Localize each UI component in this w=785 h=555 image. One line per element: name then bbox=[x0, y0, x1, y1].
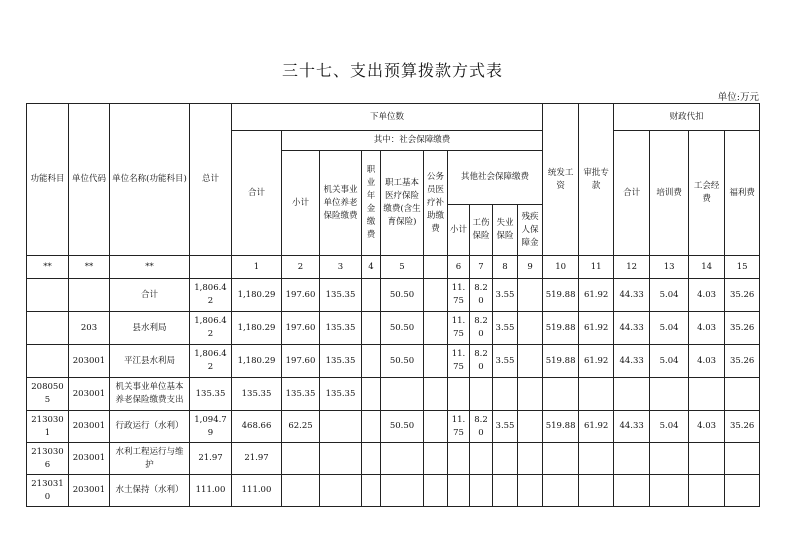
col11-cell: 61.92 bbox=[579, 345, 614, 378]
func-code-cell: 2130301 bbox=[27, 411, 69, 443]
col15-cell: 35.26 bbox=[725, 411, 760, 443]
col3-cell bbox=[320, 411, 362, 443]
header-other-sub: 小计 bbox=[448, 205, 470, 256]
total-cell: 1,806.42 bbox=[190, 279, 232, 312]
col8-cell: 3.55 bbox=[493, 279, 518, 312]
func-code-cell bbox=[27, 279, 69, 312]
col3-cell: 135.35 bbox=[320, 345, 362, 378]
index-cell: ** bbox=[69, 256, 110, 279]
header-training: 培训费 bbox=[650, 131, 689, 256]
func-code-cell bbox=[27, 312, 69, 345]
budget-table bbox=[26, 103, 760, 507]
col7-cell: 8.20 bbox=[470, 312, 493, 345]
col7-cell: 8.20 bbox=[470, 345, 493, 378]
index-cell: 1 bbox=[232, 256, 282, 279]
col11-cell bbox=[579, 443, 614, 475]
col6-cell: 11.75 bbox=[448, 411, 470, 443]
col13-cell bbox=[650, 475, 689, 507]
col4-cell bbox=[362, 312, 381, 345]
col2-cell: 197.60 bbox=[282, 279, 320, 312]
index-cell: 8 bbox=[493, 256, 518, 279]
index-row bbox=[27, 256, 760, 279]
header-finance: 财政代扣 bbox=[614, 104, 760, 131]
col1-cell: 21.97 bbox=[232, 443, 282, 475]
unit-name-cell: 机关事业单位基本养老保险缴费支出 bbox=[110, 378, 190, 411]
func-code-cell bbox=[27, 345, 69, 378]
col3-cell: 135.35 bbox=[320, 279, 362, 312]
func-code-cell: 2130310 bbox=[27, 475, 69, 507]
header-subtotal-b: 小计 bbox=[282, 151, 320, 256]
total-cell: 1,094.79 bbox=[190, 411, 232, 443]
col9-cell bbox=[518, 312, 543, 345]
col15-cell bbox=[725, 378, 760, 411]
col6-cell: 11.75 bbox=[448, 345, 470, 378]
col11-cell: 61.92 bbox=[579, 279, 614, 312]
col8-cell bbox=[493, 378, 518, 411]
col11-cell: 61.92 bbox=[579, 312, 614, 345]
unit-name-cell: 平江县水利局 bbox=[110, 345, 190, 378]
col5-cell: 50.50 bbox=[381, 312, 424, 345]
header-total: 总计 bbox=[190, 104, 232, 256]
col15-cell: 35.26 bbox=[725, 312, 760, 345]
col8-cell: 3.55 bbox=[493, 345, 518, 378]
col13-cell: 5.04 bbox=[650, 279, 689, 312]
unit-label: 单位:万元 bbox=[717, 92, 759, 103]
unit-name-cell: 合计 bbox=[110, 279, 190, 312]
header-other-social: 其他社会保障缴费 bbox=[448, 151, 543, 205]
header-wage: 统发工资 bbox=[543, 104, 579, 256]
table-row bbox=[27, 312, 760, 345]
blank-cell bbox=[424, 443, 448, 475]
col9-cell bbox=[518, 378, 543, 411]
col4-cell bbox=[362, 411, 381, 443]
unit-name-cell: 水利工程运行与维护 bbox=[110, 443, 190, 475]
col12-cell: 44.33 bbox=[614, 279, 650, 312]
col14-cell bbox=[689, 378, 725, 411]
col14-cell bbox=[689, 475, 725, 507]
col4-cell bbox=[362, 279, 381, 312]
col2-cell: 197.60 bbox=[282, 345, 320, 378]
col2-cell bbox=[282, 443, 320, 475]
blank-cell bbox=[424, 312, 448, 345]
table-row bbox=[27, 378, 760, 411]
blank-cell bbox=[424, 345, 448, 378]
col8-cell: 3.55 bbox=[493, 411, 518, 443]
col12-cell bbox=[614, 443, 650, 475]
index-cell: 10 bbox=[543, 256, 579, 279]
table-row bbox=[27, 279, 760, 312]
col1-cell: 1,180.29 bbox=[232, 312, 282, 345]
unit-code-cell: 203 bbox=[69, 312, 110, 345]
table-row bbox=[27, 475, 760, 507]
total-cell: 21.97 bbox=[190, 443, 232, 475]
col13-cell: 5.04 bbox=[650, 312, 689, 345]
header-injury: 工伤保险 bbox=[470, 205, 493, 256]
col1-cell: 1,180.29 bbox=[232, 279, 282, 312]
col4-cell bbox=[362, 475, 381, 507]
index-cell: 12 bbox=[614, 256, 650, 279]
index-cell: ** bbox=[27, 256, 69, 279]
col6-cell bbox=[448, 443, 470, 475]
col13-cell: 5.04 bbox=[650, 411, 689, 443]
col6-cell: 11.75 bbox=[448, 279, 470, 312]
index-cell: ** bbox=[110, 256, 190, 279]
col9-cell bbox=[518, 279, 543, 312]
page-title: 三十七、支出预算拨款方式表 bbox=[281, 61, 503, 80]
col3-cell: 135.35 bbox=[320, 312, 362, 345]
col14-cell bbox=[689, 443, 725, 475]
header-pension: 机关事业单位养老保险缴费 bbox=[320, 151, 362, 256]
header-of-which: 其中：社会保障缴费 bbox=[282, 131, 543, 151]
header-civil-med: 公务员医疗补助缴费 bbox=[424, 151, 448, 256]
blank-cell bbox=[424, 378, 448, 411]
col7-cell: 8.20 bbox=[470, 411, 493, 443]
unit-code-cell: 203001 bbox=[69, 443, 110, 475]
col10-cell: 519.88 bbox=[543, 411, 579, 443]
col8-cell bbox=[493, 443, 518, 475]
col15-cell: 35.26 bbox=[725, 279, 760, 312]
col5-cell bbox=[381, 443, 424, 475]
col3-cell: 135.35 bbox=[320, 378, 362, 411]
col7-cell bbox=[470, 475, 493, 507]
index-cell: 13 bbox=[650, 256, 689, 279]
total-cell: 1,806.42 bbox=[190, 345, 232, 378]
total-cell: 111.00 bbox=[190, 475, 232, 507]
total-cell: 1,806.42 bbox=[190, 312, 232, 345]
index-cell: 5 bbox=[381, 256, 424, 279]
col11-cell: 61.92 bbox=[579, 411, 614, 443]
col4-cell bbox=[362, 345, 381, 378]
unit-code-cell bbox=[69, 279, 110, 312]
total-cell: 135.35 bbox=[190, 378, 232, 411]
header-unit-code: 单位代码 bbox=[69, 104, 110, 256]
col11-cell bbox=[579, 475, 614, 507]
col13-cell bbox=[650, 378, 689, 411]
unit-code-cell: 203001 bbox=[69, 475, 110, 507]
col15-cell: 35.26 bbox=[725, 345, 760, 378]
blank-cell bbox=[424, 279, 448, 312]
col4-cell bbox=[362, 443, 381, 475]
col15-cell bbox=[725, 475, 760, 507]
header-unit-name: 单位名称(功能科目) bbox=[110, 104, 190, 256]
col9-cell bbox=[518, 345, 543, 378]
header-subtotal-a: 合计 bbox=[232, 131, 282, 256]
col5-cell: 50.50 bbox=[381, 345, 424, 378]
col5-cell: 50.50 bbox=[381, 411, 424, 443]
unit-name-cell: 县水利局 bbox=[110, 312, 190, 345]
index-cell bbox=[190, 256, 232, 279]
col15-cell bbox=[725, 443, 760, 475]
table-row bbox=[27, 443, 760, 475]
index-cell bbox=[424, 256, 448, 279]
col8-cell bbox=[493, 475, 518, 507]
col9-cell bbox=[518, 443, 543, 475]
col14-cell: 4.03 bbox=[689, 312, 725, 345]
col12-cell: 44.33 bbox=[614, 345, 650, 378]
col10-cell bbox=[543, 378, 579, 411]
unit-code-cell: 203001 bbox=[69, 345, 110, 378]
col10-cell bbox=[543, 443, 579, 475]
col6-cell bbox=[448, 378, 470, 411]
col2-cell bbox=[282, 475, 320, 507]
unit-code-cell: 203001 bbox=[69, 378, 110, 411]
func-code-cell: 2130306 bbox=[27, 443, 69, 475]
index-cell: 15 bbox=[725, 256, 760, 279]
col7-cell: 8.20 bbox=[470, 279, 493, 312]
col8-cell: 3.55 bbox=[493, 312, 518, 345]
col13-cell bbox=[650, 443, 689, 475]
col9-cell bbox=[518, 411, 543, 443]
col1-cell: 135.35 bbox=[232, 378, 282, 411]
col13-cell: 5.04 bbox=[650, 345, 689, 378]
table-row bbox=[27, 345, 760, 378]
blank-cell bbox=[424, 475, 448, 507]
col14-cell: 4.03 bbox=[689, 411, 725, 443]
col14-cell: 4.03 bbox=[689, 345, 725, 378]
col14-cell: 4.03 bbox=[689, 279, 725, 312]
header-fin-total: 合计 bbox=[614, 131, 650, 256]
index-cell: 6 bbox=[448, 256, 470, 279]
col6-cell bbox=[448, 475, 470, 507]
col4-cell bbox=[362, 378, 381, 411]
col10-cell: 519.88 bbox=[543, 312, 579, 345]
col5-cell bbox=[381, 378, 424, 411]
col11-cell bbox=[579, 378, 614, 411]
col2-cell: 135.35 bbox=[282, 378, 320, 411]
col2-cell: 62.25 bbox=[282, 411, 320, 443]
unit-name-cell: 水土保持（水利） bbox=[110, 475, 190, 507]
header-disabled: 残疾人保障金 bbox=[518, 205, 543, 256]
col2-cell: 197.60 bbox=[282, 312, 320, 345]
col10-cell bbox=[543, 475, 579, 507]
table-row bbox=[27, 411, 760, 443]
header-welfare: 福利费 bbox=[725, 131, 760, 256]
col1-cell: 468.66 bbox=[232, 411, 282, 443]
unit-code-cell: 203001 bbox=[69, 411, 110, 443]
col12-cell bbox=[614, 378, 650, 411]
blank-cell bbox=[424, 411, 448, 443]
index-cell: 4 bbox=[362, 256, 381, 279]
col10-cell: 519.88 bbox=[543, 345, 579, 378]
col12-cell: 44.33 bbox=[614, 411, 650, 443]
col9-cell bbox=[518, 475, 543, 507]
index-cell: 9 bbox=[518, 256, 543, 279]
header-special: 审批专款 bbox=[579, 104, 614, 256]
header-annuity: 职业年金缴费 bbox=[362, 151, 381, 256]
index-cell: 7 bbox=[470, 256, 493, 279]
col7-cell bbox=[470, 378, 493, 411]
col12-cell: 44.33 bbox=[614, 312, 650, 345]
col5-cell bbox=[381, 475, 424, 507]
unit-name-cell: 行政运行（水利） bbox=[110, 411, 190, 443]
col7-cell bbox=[470, 443, 493, 475]
header-unemploy: 失业保险 bbox=[493, 205, 518, 256]
col3-cell bbox=[320, 443, 362, 475]
col1-cell: 1,180.29 bbox=[232, 345, 282, 378]
header-func-code: 功能科目 bbox=[27, 104, 69, 256]
col5-cell: 50.50 bbox=[381, 279, 424, 312]
col10-cell: 519.88 bbox=[543, 279, 579, 312]
index-cell: 14 bbox=[689, 256, 725, 279]
col3-cell bbox=[320, 475, 362, 507]
header-medical: 职工基本医疗保险缴费(含生育保险) bbox=[381, 151, 424, 256]
func-code-cell: 2080505 bbox=[27, 378, 69, 411]
index-cell: 2 bbox=[282, 256, 320, 279]
col6-cell: 11.75 bbox=[448, 312, 470, 345]
index-cell: 11 bbox=[579, 256, 614, 279]
col1-cell: 111.00 bbox=[232, 475, 282, 507]
header-lower-unit: 下单位数 bbox=[232, 104, 543, 131]
index-cell: 3 bbox=[320, 256, 362, 279]
data-rows bbox=[27, 279, 760, 507]
col12-cell bbox=[614, 475, 650, 507]
header-union: 工会经费 bbox=[689, 131, 725, 256]
